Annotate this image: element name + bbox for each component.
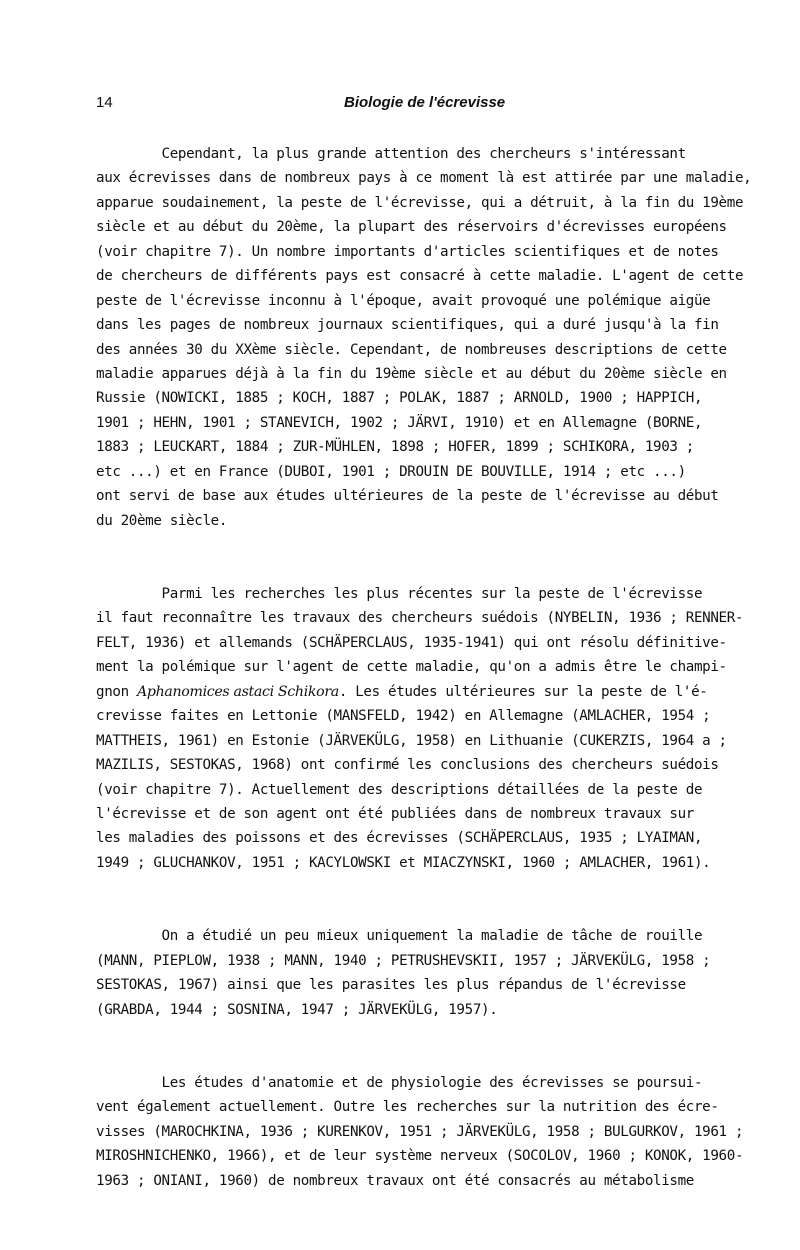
text-line: dans les pages de nombreux journaux scientifiques, qui a duré jusqu'à la fin [96, 317, 719, 334]
body-text [96, 142, 766, 1193]
paragraph-anatomy-physiology [96, 1071, 766, 1193]
page-number: 14 [96, 94, 113, 111]
text-line: ment la polémique sur l'agent de cette maladie, qu'on a admis être le champi- [96, 659, 727, 676]
text-line: visses (MAROCHKINA, 1936 ; KURENKOV, 1951 ; JÄRVEKÜLG, 1958 ; BULGURKOV, 1961 ; [96, 1123, 744, 1140]
paragraph-rust-spot-disease [96, 924, 766, 1022]
text-line: On a étudié un peu mieux uniquement la maladie de tâche de rouille [96, 928, 703, 945]
text-line: SESTOKAS, 1967) ainsi que les parasites les plus répandus de l'écrevisse [96, 977, 686, 994]
text-fragment: . Les études ultérieures sur la peste de l'é- [338, 683, 708, 700]
text-line: maladie apparues déjà à la fin du 19ème siècle et au début du 20ème siècle en [96, 365, 727, 382]
text-line: (voir chapitre 7). Un nombre importants d'articles scientifiques et de notes [96, 243, 719, 260]
text-line: ont servi de base aux études ultérieures de la peste de l'écrevisse au début [96, 488, 719, 505]
page-header [96, 94, 756, 118]
text-fragment: gnon [96, 683, 137, 700]
text-line: etc ...) et en France (DUBOI, 1901 ; DROUIN DE BOUVILLE, 1914 ; etc ...) [96, 463, 686, 480]
text-line: Cependant, la plus grande attention des chercheurs s'intéressant [96, 146, 686, 162]
paragraph-spacer [96, 875, 766, 924]
text-line: Parmi les recherches les plus récentes sur la peste de l'écrevisse [96, 586, 703, 602]
text-line: MATTHEIS, 1961) en Estonie (JÄRVEKÜLG, 1958) en Lithuanie (CUKERZIS, 1964 a ; [96, 732, 727, 749]
text-line: (MANN, PIEPLOW, 1938 ; MANN, 1940 ; PETRUSHEVSKII, 1957 ; JÄRVEKÜLG, 1958 ; [96, 952, 711, 969]
paragraph-recent-research [96, 582, 766, 875]
text-line: il faut reconnaître les travaux des chercheurs suédois (NYBELIN, 1936 ; RENNER- [96, 610, 744, 627]
text-line: 1901 ; HEHN, 1901 ; STANEVICH, 1902 ; JÄRVI, 1910) et en Allemagne (BORNE, [96, 414, 703, 431]
text-line: l'écrevisse et de son agent ont été publiées dans de nombreux travaux sur [96, 805, 694, 822]
paragraph-crayfish-plague-history [96, 142, 766, 533]
running-title: Biologie de l'écrevisse [344, 94, 506, 111]
paragraph-spacer [96, 1022, 766, 1071]
text-line: FELT, 1936) et allemands (SCHÄPERCLAUS, 1935-1941) qui ont résolu définitive- [96, 634, 727, 651]
text-line: du 20ème siècle. [96, 512, 228, 529]
text-line: 1949 ; GLUCHANKOV, 1951 ; KACYLOWSKI et MIACZYNSKI, 1960 ; AMLACHER, 1961). [96, 854, 711, 871]
text-line: MAZILIS, SESTOKAS, 1968) ont confirmé les conclusions des chercheurs suédois [96, 757, 719, 774]
text-line: siècle et au début du 20ème, la plupart des réservoirs d'écrevisses européens [96, 219, 727, 236]
text-line: Les études d'anatomie et de physiologie des écrevisses se poursui- [96, 1075, 703, 1091]
species-name: Aphanomices astaci Schikora [136, 683, 339, 700]
text-line: Russie (NOWICKI, 1885 ; KOCH, 1887 ; POLAK, 1887 ; ARNOLD, 1900 ; HAPPICH, [96, 390, 703, 407]
text-line: 1883 ; LEUCKART, 1884 ; ZUR-MÜHLEN, 1898 ; HOFER, 1899 ; SCHIKORA, 1903 ; [96, 439, 694, 456]
text-line: apparue soudainement, la peste de l'écrevisse, qui a détruit, à la fin du 19ème [96, 194, 744, 211]
text-line: 1963 ; ONIANI, 1960) de nombreux travaux ont été consacrés au métabolisme [96, 1172, 694, 1189]
text-line: (voir chapitre 7). Actuellement des descriptions détaillées de la peste de [96, 781, 703, 798]
text-line: des années 30 du XXème siècle. Cependant, de nombreuses descriptions de cette [96, 341, 727, 358]
text-line: aux écrevisses dans de nombreux pays à ce moment là est attirée par une maladie, [96, 170, 752, 187]
text-line: vent également actuellement. Outre les recherches sur la nutrition des écre- [96, 1099, 719, 1116]
text-line: de chercheurs de différents pays est consacré à cette maladie. L'agent de cette [96, 268, 744, 285]
text-line: peste de l'écrevisse inconnu à l'époque, avait provoqué une polémique aigüe [96, 292, 711, 309]
text-line: les maladies des poissons et des écrevisses (SCHÄPERCLAUS, 1935 ; LYAIMAN, [96, 830, 703, 847]
text-line: (GRABDA, 1944 ; SOSNINA, 1947 ; JÄRVEKÜLG, 1957). [96, 1001, 498, 1018]
text-line: MIROSHNICHENKO, 1966), et de leur système nerveux (SOCOLOV, 1960 ; KONOK, 1960- [96, 1148, 744, 1165]
text-line: crevisse faites en Lettonie (MANSFELD, 1942) en Allemagne (AMLACHER, 1954 ; [96, 708, 711, 725]
text-line-with-species-name [96, 680, 766, 704]
paragraph-spacer [96, 533, 766, 582]
